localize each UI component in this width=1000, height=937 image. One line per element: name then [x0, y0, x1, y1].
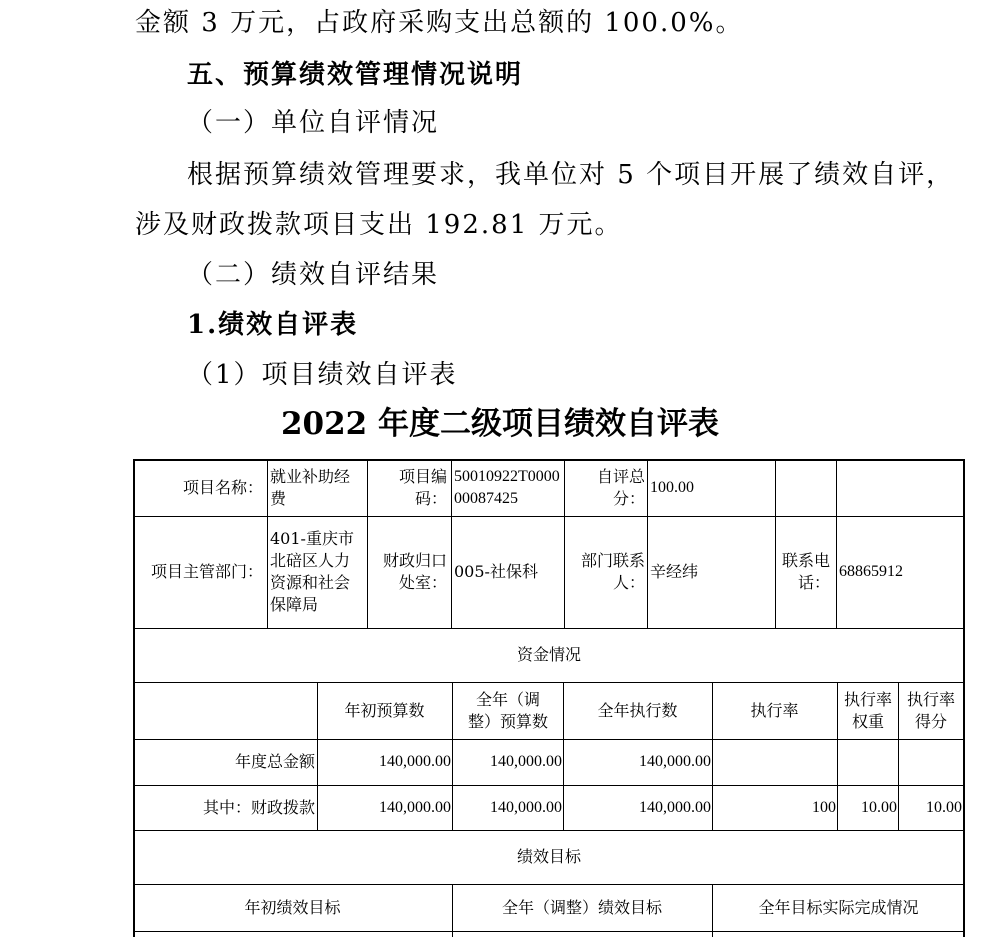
col-divider [898, 682, 899, 830]
fund-cell: 140,000.00 [490, 798, 562, 816]
goal-col-header: 年初绩效目标 [244, 897, 341, 917]
fund-cell: 140,000.00 [379, 798, 451, 816]
contact-label: 部门联系人： [580, 551, 645, 592]
phone-label: 联系电话： [781, 551, 830, 592]
project-name-value: 就业补助经费 [270, 466, 351, 508]
col-divider [775, 459, 776, 628]
fund-cell [839, 739, 897, 785]
fund-col-header: 执行率 [750, 700, 799, 720]
contact-value: 辛经纬 [650, 562, 699, 581]
col-divider [451, 459, 452, 628]
project-code-value: 50010922T000000087425 [454, 467, 560, 507]
paragraph-line: 涉及财政拨款项目支出 192.81 万元。 [135, 210, 623, 240]
finance-office-label: 财政归口处室： [382, 551, 447, 592]
subsection-heading: （1）项目绩效自评表 [187, 360, 458, 390]
fund-row-label: 其中：财政拨款 [202, 797, 315, 817]
fund-cell: 100 [812, 798, 836, 816]
self-score-label: 自评总分： [596, 466, 645, 508]
col-divider [837, 682, 838, 830]
project-code-label: 项目编码： [398, 466, 447, 508]
section-heading: 五、预算绩效管理情况说明 [187, 60, 524, 90]
finance-office-value: 005-社保科 [454, 562, 538, 581]
subsection-heading: （一）单位自评情况 [187, 108, 440, 138]
fund-col-header: 年初预算数 [344, 700, 425, 720]
fund-col-header: 全年（调整）预算数 [468, 689, 549, 731]
fund-cell: 10.00 [926, 798, 962, 816]
phone-value: 68865912 [839, 563, 903, 580]
fund-col-header: 执行率权重 [843, 689, 892, 731]
goal-col-header: 全年目标实际完成情况 [758, 897, 919, 917]
col-divider [267, 459, 268, 628]
goals-section-header: 绩效目标 [516, 847, 581, 866]
dept-value: 401-重庆市北碚区人力资源和社会保障局 [270, 529, 354, 614]
subsection-heading: （二）绩效自评结果 [187, 260, 440, 290]
project-name-label: 项目名称： [182, 477, 263, 497]
paragraph-line: 根据预算绩效管理要求，我单位对 5 个项目开展了绩效自评， [187, 160, 955, 190]
fund-row-label: 年度总金额 [234, 752, 315, 771]
col-divider [452, 682, 453, 830]
self-score-value: 100.00 [650, 478, 694, 496]
col-divider [836, 459, 837, 628]
fund-cell: 10.00 [861, 798, 897, 816]
fund-cell: 140,000.00 [639, 798, 711, 816]
fund-col-header: 执行率得分 [906, 689, 955, 731]
table-title: 2022 年度二级项目绩效自评表 [280, 406, 720, 442]
fund-col-header: 全年执行数 [597, 700, 678, 720]
fund-cell [714, 739, 836, 785]
col-divider [647, 459, 648, 628]
fund-cell: 140,000.00 [379, 753, 451, 770]
row-divider [133, 931, 965, 932]
performance-table [133, 459, 965, 937]
dept-label: 项目主管部门： [150, 562, 263, 581]
fund-cell [900, 739, 962, 785]
goal-col-header: 全年（调整）绩效目标 [501, 897, 662, 917]
fund-cell: 140,000.00 [639, 753, 711, 770]
fund-cell: 140,000.00 [490, 753, 562, 770]
paragraph-line: 金额 3 万元，占政府采购支出总额的 100.0%。 [135, 8, 744, 38]
col-divider [564, 459, 565, 628]
funds-section-header: 资金情况 [516, 645, 581, 664]
subsection-heading: 1.绩效自评表 [187, 310, 359, 340]
col-divider [367, 459, 368, 628]
